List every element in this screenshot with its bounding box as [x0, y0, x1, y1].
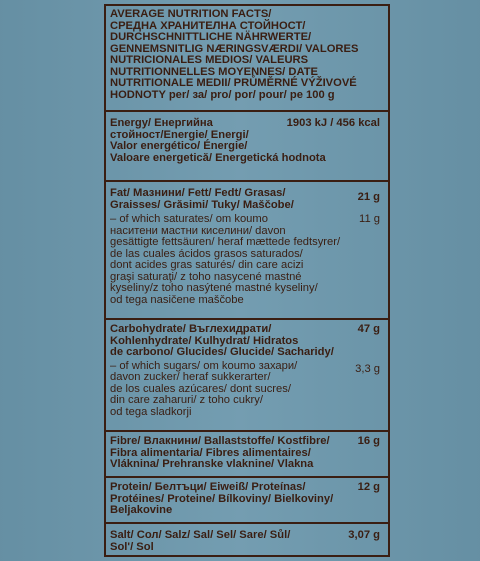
header-section — [106, 9, 388, 101]
protein-label: Beljakovine — [110, 504, 173, 516]
energy-value: 1903 kJ / 456 kcal — [286, 117, 380, 129]
carbohydrate-label: de carbono/ Glucides/ Glucide/ Sacharidy/ — [110, 346, 334, 358]
fat-label: Graisses/ Grăsimi/ Tuky/ Maščobe/ — [110, 198, 294, 211]
saturates-label-text: – of which saturates/ om koumo — [110, 213, 268, 225]
fat-value: 21 g — [357, 191, 380, 203]
header-line: NUTRITIONALE MEDII/ PRŮMĚRNÉ VÝŽIVOVÉ — [110, 77, 357, 89]
salt-value: 3,07 g — [348, 529, 380, 541]
protein-label — [110, 482, 384, 494]
fat-label — [110, 187, 384, 203]
divider — [106, 430, 388, 432]
salt-label-text: Salt/ Сол/ Salz/ Sal/ Sel/ Sare/ Sůl/ — [110, 529, 291, 541]
sugars-label: od tega sladkorji — [110, 405, 192, 418]
sugars-label-text: – of which sugars/ om koumo захари/ — [110, 359, 298, 372]
divider — [106, 318, 388, 320]
sugars-label: de los cuales azúcares/ dont sucres/ — [110, 382, 291, 395]
header-line: NUTRITIONNELLES MOYENNES/ DATE — [110, 65, 319, 78]
sugars-label: din care zaharuri/ z toho cukry/ — [110, 394, 263, 406]
fat-section — [106, 188, 388, 306]
divider — [106, 476, 388, 478]
energy-section — [106, 118, 388, 164]
protein-label-text: Protein/ Белтъци/ Eiweiß/ Proteínas/ — [110, 481, 306, 493]
fibre-label — [110, 436, 384, 448]
header-line: HODNOTY per/ за/ pro/ por/ pour/ pe 100 g — [110, 88, 335, 101]
saturates-label: наситени мастни киселини/ davon — [110, 224, 286, 237]
fibre-section — [106, 436, 388, 471]
divider — [106, 110, 388, 112]
energy-label-text: Energy/ Енергийна — [110, 117, 213, 129]
carbohydrate-label — [110, 324, 384, 336]
energy-label: стойност/Energie/ Energi/ — [110, 128, 249, 141]
saturates-label: graşi saturaţi/ z toho nasycené mastné — [110, 270, 302, 283]
nutrition-facts-panel — [104, 4, 390, 557]
header-line: NUTRICIONALES MEDIOS/ VALEURS — [110, 54, 309, 66]
salt-label: Sol'/ Sol — [110, 540, 154, 553]
protein-label: Protéines/ Proteine/ Bílkoviny/ Bielkoviny/ — [110, 492, 334, 505]
protein-section — [106, 482, 388, 517]
divider — [106, 522, 388, 524]
saturates-label — [110, 214, 384, 226]
energy-label: Valor energético/ Énergie/ — [110, 140, 248, 152]
carbohydrate-section — [106, 324, 388, 418]
fibre-label: Vláknina/ Prehranske vlaknine/ Vlakna — [110, 458, 314, 470]
carbohydrate-label-text: Carbohydrate/ Въглехидрати/ — [110, 323, 272, 335]
saturates-label: od tega nasičene maščobe — [110, 293, 244, 306]
fibre-label-text: Fibre/ Влакнини/ Ballaststoffe/ Kostfibre/ — [110, 435, 330, 447]
saturates-label: de las cuales ácidos grasos saturados/ — [110, 247, 303, 260]
saturates-label: dont acides gras saturés/ din care acizi — [110, 259, 304, 271]
header-line: AVERAGE NUTRITION FACTS/ — [110, 8, 272, 20]
energy-label: Valoare energetică/ Energetická hodnota — [110, 151, 326, 164]
fibre-value: 16 g — [357, 435, 380, 447]
sugars-value: 3,3 g — [355, 362, 380, 375]
header-line: СРЕДНА ХРАНИТЕЛНА СТОЙНОСТ/ — [110, 19, 306, 32]
salt-section — [106, 530, 388, 553]
header-line: GENNEMSNITLIG NÆRINGSVÆRDI/ VALORES — [110, 42, 359, 55]
salt-label — [110, 530, 384, 542]
protein-value: 12 g — [357, 481, 380, 493]
saturates-label: kyseliny/z toho nasýtené mastné kyseliny/ — [110, 282, 318, 294]
sugars-label: davon zucker/ heraf sukkerarter/ — [110, 371, 271, 383]
divider — [106, 180, 388, 182]
fibre-label: Fibra alimentaria/ Fibres alimentaires/ — [110, 446, 311, 459]
carbohydrate-label: Kohlenhydrate/ Kulhydrat/ Hidratos — [110, 334, 299, 347]
header-line: DURCHSCHNITTLICHE NÄHRWERTE/ — [110, 31, 312, 43]
fat-label-text: Fat/ Мазнини/ Fett/ Fedt/ Grasas/ — [110, 187, 286, 199]
carbohydrate-value: 47 g — [357, 323, 380, 335]
energy-label — [110, 118, 384, 130]
saturates-label: gesättigte fettsäuren/ heraf mættede fedtsyrer/ — [110, 236, 341, 248]
saturates-value: 11 g — [359, 213, 380, 225]
